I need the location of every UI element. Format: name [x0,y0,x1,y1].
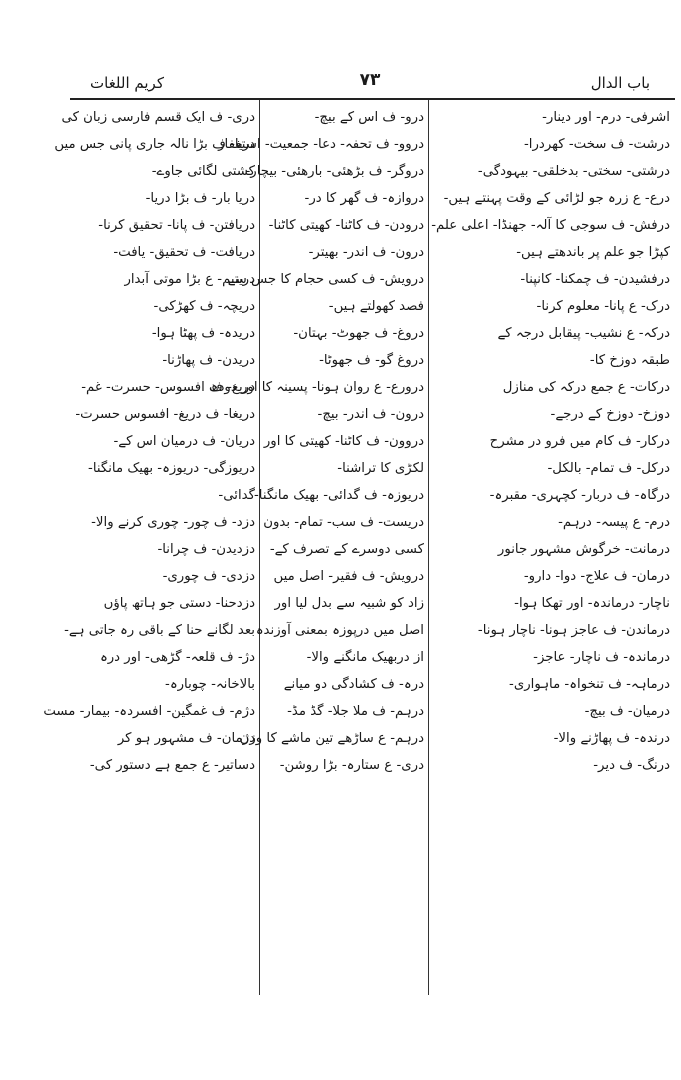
entry-line: دریوزگی- دریوزہ- بھیک مانگنا- [88,461,255,476]
entry-line: اشرفی- درم- اور دینار- [542,110,670,125]
entry-line: دزدحنا- دستی جو ہاتھ پاؤں [103,596,255,611]
entry-line: دریست- ف سب- تمام- بدون [263,515,424,530]
entry-line: درورع- ع روان ہونا- پسینہ کا اور دودھ [209,380,424,395]
entry-line: گدائی- [218,488,255,503]
entry-line: دروو- ف تحفہ- دعا- جمعیت- استغفار [218,137,424,152]
entry-line: درفش- ف سوجی کا آلہ- جھنڈا- اعلی علم- [431,218,670,233]
column-left [43,104,255,994]
entry-line: از دربھیک مانگنے والا- [306,650,424,665]
entry-line: بالاخانہ- چوبارہ- [165,677,255,692]
entry-line: دروغ گو- ف جھوٹا- [319,353,424,368]
entry-line: درہم- ع ساڑھے تین ماشے کا وزن [239,731,424,746]
book-title: کریم اللغات [90,74,164,92]
entry-line: دریتیم- ع بڑا موتی آبدار [124,272,255,287]
page-header [70,70,670,100]
column-divider-right [428,100,429,995]
entry-line: درون- ف اندر- بیچ- [317,407,424,422]
section-title: باب الدال [590,74,650,92]
entry-line: دریغ- ف افسوس- حسرت- غم- [81,380,255,395]
entry-line: دریچہ- ف کھڑکی- [153,299,255,314]
entry-line: درفشیدن- ف چمکنا- کانپنا- [520,272,670,287]
entry-line: فصد کھولتے ہیں- [328,299,424,314]
entry-line: دروون- ف کاٹنا- کھیتی کا اور [263,434,424,449]
entry-line: کپڑا جو علم پر باندھتے ہیں- [516,245,670,260]
entry-line: دری- ع ستارہ- بڑا روشن- [279,758,424,773]
entry-line: دژمان- ف مشہور ہو کر [117,731,255,746]
entry-line: درون- ف اندر- بھیتر- [308,245,424,260]
entry-line: ناچار- درماندہ- اور تھکا ہوا- [514,596,670,611]
entry-line: درمان- ف علاج- دوا- دارو- [523,569,670,584]
entry-line: درگاہ- ف دربار- کچہری- مقبرہ- [489,488,670,503]
entry-line: درندہ- ف پھاڑنے والا- [553,731,670,746]
entry-line: درکہ- ع نشیب- پیقابل درجہ کے [497,326,670,341]
entry-line: دژم- ف غمگین- افسردہ- بیمار- مست [43,704,255,719]
entry-line: درع- ع زرہ جو لڑائی کے وقت پہنتے ہیں- [443,191,670,206]
column-divider-left [259,100,260,995]
entry-line: درکات- ع جمع درکہ کی منازل [502,380,670,395]
entry-line: درو- ف اس کے بیچ- [314,110,424,125]
entry-line: دساتیر- ع جمع ہے دستور کی- [89,758,255,773]
entry-line: دروگر- ف بڑھئی- بارھئی- بیچار- [245,164,424,179]
entry-line: لکڑی کا تراشنا- [337,461,424,476]
entry-line: درمانت- خرگوش مشہور جانور [497,542,670,557]
entry-line: دوزخ- دوزخ کے درجے- [550,407,670,422]
entry-line: درماندہ- ف ناچار- عاجز- [533,650,670,665]
entry-line: دریغا- ف دریغ- افسوس حسرت- [75,407,255,422]
entry-line: دری- ف ایک قسم فارسی زبان کی [61,110,255,125]
entry-line: درم- ع پیسہ- درہم- [558,515,670,530]
entry-line: بعد لگانے حنا کے باقی رہ جاتی ہے- [64,623,255,638]
page-number: ۷۳ [359,70,381,90]
entry-line: دریان- ف درمیان اس کے- [113,434,255,449]
entry-line: درکل- ف تمام- بالکل- [547,461,670,476]
entry-line: دریافتن- ف پانا- تحقیق کرنا- [98,218,255,233]
entry-line: دریوزہ- ف گدائی- بھیک مانگنا- [253,488,424,503]
entry-line: کشتی لگائی جاوے- [151,164,255,179]
entry-line: درکار- ف کام میں فرو در مشرح [489,434,670,449]
entry-line: دروغ- ف جھوٹ- بہتان- [293,326,424,341]
entry-line: دریا- ف بڑا نالہ جاری پانی جس میں [54,137,255,152]
entry-line: دریدہ- ف پھٹا ہوا- [151,326,255,341]
entry-line: درنگ- ف دیر- [593,758,670,773]
entry-line: کسی دوسرے کے تصرف کے- [269,542,424,557]
entry-line: دروازہ- ف گھر کا در- [304,191,424,206]
entry-line: درشتی- سختی- بدخلقی- بیہودگی- [477,164,670,179]
entry-line: درماہہ- ف تنخواہ- ماہواری- [509,677,670,692]
entry-line: درماندن- ف عاجز ہونا- ناچار ہونا- [477,623,670,638]
entry-line: دزدیدن- ف چرانا- [157,542,255,557]
entry-line: درک- ع پانا- معلوم کرنا- [536,299,670,314]
entry-line: دریا بار- ف بڑا دریا- [145,191,255,206]
entry-line: زاد کو شبیہ سے بدل لیا اور [274,596,424,611]
entry-line: درویش- ف کسی حجام کا جس سے [227,272,424,287]
header-rule [70,98,675,100]
entry-line: دریدن- ف پھاڑنا- [162,353,255,368]
entry-line: اصل میں درپوزہ بمعنی آوزندہ [255,623,424,638]
entry-line: درہم- ف ملا جلا- گڈ مڈ- [287,704,424,719]
entry-line: درودن- ف کاٹنا- کھیتی کاٹنا- [268,218,424,233]
entry-line: درویش- ف فقیر- اصل میں [273,569,424,584]
entry-line: درمیان- ف بیچ- [584,704,670,719]
entry-line: درہ- ف کشادگی دو میانے [283,677,424,692]
entry-line: دزد- ف چور- چوری کرنے والا- [91,515,255,530]
entry-line: دریافت- ف تحقیق- یافت- [113,245,255,260]
column-right [432,104,670,994]
entry-line: درشت- ف سخت- کھردرا- [523,137,670,152]
entry-line: طبقہ دوزخ کا- [589,353,670,368]
entry-line: دزدی- ف چوری- [162,569,255,584]
entry-line: دژ- ف قلعہ- گڑھی- اور درہ [99,650,255,665]
